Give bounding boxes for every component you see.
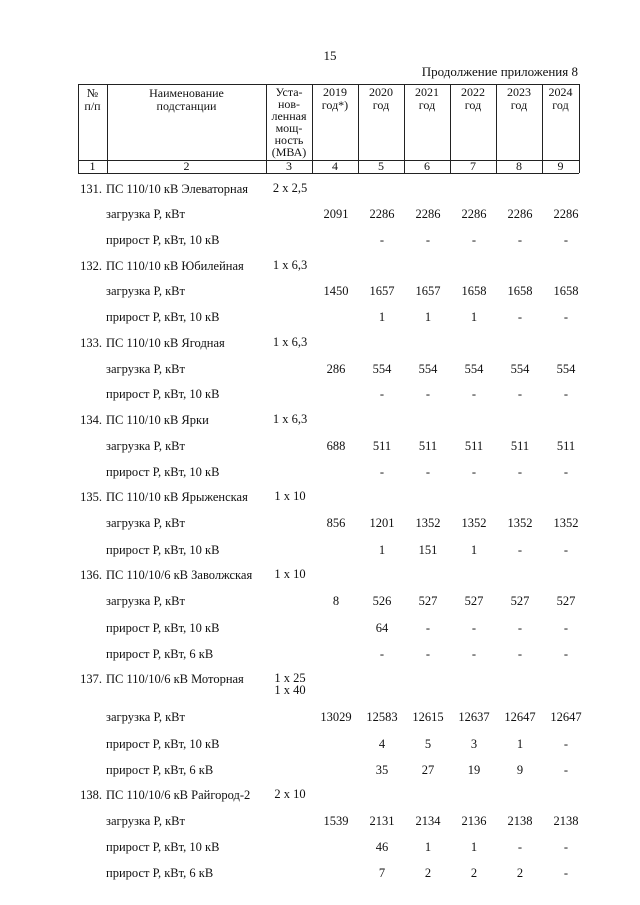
- metric-value: 1: [378, 543, 386, 557]
- metric-value: -: [517, 233, 523, 247]
- metric-value: -: [563, 543, 569, 557]
- metric-value: 511: [464, 439, 484, 453]
- metric-value: 2286: [461, 207, 487, 221]
- metric-value: 527: [418, 594, 438, 608]
- metric-value: -: [517, 465, 523, 479]
- metric-value: 2: [470, 866, 478, 880]
- metric-value: 12637: [458, 710, 490, 724]
- metric-label: загрузка Р, кВт: [106, 814, 185, 828]
- substation-name: ПС 110/10/6 кВ Заволжская: [106, 568, 253, 582]
- metric-value: 2286: [369, 207, 395, 221]
- metric-row: [0, 387, 640, 407]
- substation-row: [0, 259, 640, 279]
- substation-row: [0, 413, 640, 433]
- metric-value: 2286: [415, 207, 441, 221]
- metric-value: -: [517, 621, 523, 635]
- substation-row: [0, 671, 640, 697]
- metric-value: 9: [516, 763, 524, 777]
- installed-power: 2 х 10: [274, 787, 306, 801]
- metric-value: 5: [424, 737, 432, 751]
- metric-label: загрузка Р, кВт: [106, 594, 185, 608]
- metric-value: -: [563, 387, 569, 401]
- metric-label: прирост Р, кВт, 6 кВ: [106, 647, 214, 661]
- metric-label: загрузка Р, кВт: [106, 284, 185, 298]
- metric-value: 151: [418, 543, 438, 557]
- installed-power: 1 х 6,3: [272, 412, 308, 426]
- metric-label: прирост Р, кВт, 10 кВ: [106, 840, 220, 854]
- index-6: 6: [424, 159, 430, 173]
- header-num: № п/п: [84, 86, 101, 113]
- metric-value: -: [517, 647, 523, 661]
- metric-label: загрузка Р, кВт: [106, 207, 185, 221]
- metric-value: 35: [375, 763, 389, 777]
- substation-row: [0, 788, 640, 808]
- header-2023: 2023 год: [507, 85, 531, 112]
- metric-value: 554: [556, 362, 576, 376]
- metric-value: -: [471, 647, 477, 661]
- metric-value: 1: [470, 840, 478, 854]
- metric-value: 1539: [323, 814, 349, 828]
- metric-value: -: [563, 763, 569, 777]
- header-name: Наименование подстанции: [149, 86, 224, 113]
- metric-value: 2136: [461, 814, 487, 828]
- metric-label: прирост Р, кВт, 6 кВ: [106, 763, 214, 777]
- substation-name: ПС 110/10 кВ Ярыженская: [106, 490, 248, 504]
- substation-number: 135.: [80, 490, 102, 504]
- metric-value: 12583: [366, 710, 398, 724]
- metric-label: прирост Р, кВт, 10 кВ: [106, 233, 220, 247]
- metric-value: 554: [510, 362, 530, 376]
- index-9: 9: [557, 159, 564, 173]
- metric-value: 19: [467, 763, 481, 777]
- metric-value: -: [517, 310, 523, 324]
- metric-label: прирост Р, кВт, 10 кВ: [106, 310, 220, 324]
- metric-value: 2091: [323, 207, 349, 221]
- substation-number: 136.: [80, 568, 102, 582]
- metric-value: -: [563, 647, 569, 661]
- metric-value: -: [563, 465, 569, 479]
- metric-row: [0, 362, 640, 382]
- metric-value: -: [425, 387, 431, 401]
- metric-value: 527: [556, 594, 576, 608]
- metric-value: 554: [372, 362, 392, 376]
- installed-power: 1 х 10: [274, 567, 306, 581]
- metric-row: [0, 737, 640, 757]
- metric-row: [0, 543, 640, 563]
- metric-row: [0, 516, 640, 536]
- substation-number: 133.: [80, 336, 102, 350]
- metric-value: 1658: [461, 284, 487, 298]
- metric-value: 1: [516, 737, 524, 751]
- substation-name: ПС 110/10 кВ Юбилейная: [106, 259, 244, 273]
- header-power: Уста- нов- ленная мощ- ность (МВА): [271, 85, 307, 159]
- metric-row: [0, 621, 640, 641]
- metric-value: 1201: [369, 516, 395, 530]
- substation-number: 131.: [80, 182, 102, 196]
- substation-row: [0, 568, 640, 588]
- header-2020: 2020 год: [369, 85, 393, 112]
- table-header: [78, 84, 579, 173]
- metric-value: 688: [326, 439, 346, 453]
- metric-value: -: [425, 465, 431, 479]
- metric-value: 1: [424, 310, 432, 324]
- metric-label: прирост Р, кВт, 10 кВ: [106, 387, 220, 401]
- substation-number: 132.: [80, 259, 102, 273]
- metric-value: 527: [510, 594, 530, 608]
- substation-number: 134.: [80, 413, 102, 427]
- header-2019: 2019 год*): [321, 85, 349, 112]
- metric-value: 64: [375, 621, 389, 635]
- metric-value: 511: [556, 439, 576, 453]
- metric-value: 554: [464, 362, 484, 376]
- metric-value: -: [471, 465, 477, 479]
- substation-name: ПС 110/10 кВ Ярки: [106, 413, 209, 427]
- substation-number: 137.: [80, 672, 102, 686]
- metric-row: [0, 465, 640, 485]
- metric-value: 1657: [369, 284, 395, 298]
- metric-row: [0, 207, 640, 227]
- metric-value: 46: [375, 840, 389, 854]
- metric-value: 511: [510, 439, 530, 453]
- metric-value: 1: [378, 310, 386, 324]
- metric-row: [0, 439, 640, 459]
- header-2024: 2024 год: [548, 85, 573, 112]
- metric-value: 1658: [507, 284, 533, 298]
- index-1: 1: [89, 159, 96, 173]
- header-2022: 2022 год: [461, 85, 485, 112]
- metric-label: прирост Р, кВт, 10 кВ: [106, 621, 220, 635]
- continuation-note: Продолжение приложения 8: [421, 64, 578, 79]
- metric-value: 2286: [553, 207, 579, 221]
- metric-row: [0, 594, 640, 614]
- metric-value: -: [563, 310, 569, 324]
- metric-value: 8: [332, 594, 340, 608]
- installed-power: 1 х 10: [274, 489, 306, 503]
- substation-name: ПС 110/10 кВ Элеваторная: [106, 182, 249, 196]
- metric-value: 1: [470, 310, 478, 324]
- metric-label: загрузка Р, кВт: [106, 516, 185, 530]
- metric-value: -: [471, 233, 477, 247]
- metric-value: -: [425, 621, 431, 635]
- index-7: 7: [470, 159, 476, 173]
- metric-value: -: [425, 233, 431, 247]
- metric-value: 12647: [550, 710, 582, 724]
- metric-value: 1352: [507, 516, 533, 530]
- metric-row: [0, 233, 640, 253]
- metric-value: 554: [418, 362, 438, 376]
- index-3: 3: [286, 159, 292, 173]
- installed-power: 2 х 2,5: [272, 181, 308, 195]
- metric-value: 286: [326, 362, 346, 376]
- metric-value: 2: [424, 866, 432, 880]
- metric-value: -: [425, 647, 431, 661]
- metric-label: прирост Р, кВт, 10 кВ: [106, 465, 220, 479]
- metric-value: 1352: [553, 516, 579, 530]
- metric-value: -: [379, 233, 385, 247]
- installed-power: 1 х 6,3: [272, 258, 308, 272]
- metric-value: -: [517, 543, 523, 557]
- metric-row: [0, 284, 640, 304]
- metric-value: 511: [372, 439, 392, 453]
- metric-value: 2: [516, 866, 524, 880]
- metric-value: -: [563, 866, 569, 880]
- installed-power: 1 х 6,3: [272, 335, 308, 349]
- metric-value: -: [563, 840, 569, 854]
- metric-value: 1657: [415, 284, 441, 298]
- metric-label: загрузка Р, кВт: [106, 710, 185, 724]
- header-2021: 2021 год: [415, 85, 439, 112]
- substation-name: ПС 110/10 кВ Ягодная: [106, 336, 225, 350]
- metric-label: загрузка Р, кВт: [106, 362, 185, 376]
- metric-value: 1: [424, 840, 432, 854]
- metric-row: [0, 814, 640, 834]
- metric-value: 1352: [461, 516, 487, 530]
- metric-value: -: [517, 840, 523, 854]
- metric-value: 4: [378, 737, 386, 751]
- metric-row: [0, 866, 640, 886]
- metric-value: -: [379, 465, 385, 479]
- metric-value: 526: [372, 594, 392, 608]
- metric-value: 2286: [507, 207, 533, 221]
- metric-label: прирост Р, кВт, 6 кВ: [106, 866, 214, 880]
- index-4: 4: [332, 159, 338, 173]
- substation-row: [0, 336, 640, 356]
- metric-value: -: [471, 387, 477, 401]
- page-number: 15: [323, 48, 337, 63]
- metric-value: -: [563, 233, 569, 247]
- installed-power: 1 х 25 1 х 40: [274, 671, 306, 697]
- metric-value: 1658: [553, 284, 579, 298]
- metric-row: [0, 710, 640, 730]
- metric-value: 2134: [415, 814, 441, 828]
- metric-label: прирост Р, кВт, 10 кВ: [106, 737, 220, 751]
- substation-name: ПС 110/10/6 кВ Моторная: [106, 672, 244, 686]
- metric-value: 856: [326, 516, 346, 530]
- substation-name: ПС 110/10/6 кВ Райгород-2: [106, 788, 251, 802]
- metric-value: -: [471, 621, 477, 635]
- index-8: 8: [516, 159, 522, 173]
- metric-label: загрузка Р, кВт: [106, 439, 185, 453]
- metric-value: 1352: [415, 516, 441, 530]
- metric-value: -: [379, 387, 385, 401]
- metric-label: прирост Р, кВт, 10 кВ: [106, 543, 220, 557]
- metric-value: 2131: [369, 814, 395, 828]
- metric-value: 1450: [323, 284, 349, 298]
- metric-value: -: [517, 387, 523, 401]
- substation-number: 138.: [80, 788, 102, 802]
- metric-value: 12647: [504, 710, 536, 724]
- metric-value: 2138: [507, 814, 533, 828]
- substation-row: [0, 490, 640, 510]
- metric-row: [0, 647, 640, 667]
- index-5: 5: [378, 159, 384, 173]
- metric-value: -: [379, 647, 385, 661]
- substation-row: [0, 182, 640, 202]
- metric-value: 13029: [320, 710, 352, 724]
- metric-value: -: [563, 737, 569, 751]
- metric-row: [0, 840, 640, 860]
- metric-value: 27: [421, 763, 435, 777]
- metric-value: -: [563, 621, 569, 635]
- metric-value: 527: [464, 594, 484, 608]
- metric-value: 511: [418, 439, 438, 453]
- metric-value: 12615: [412, 710, 444, 724]
- metric-row: [0, 310, 640, 330]
- index-2: 2: [183, 159, 190, 173]
- metric-value: 2138: [553, 814, 579, 828]
- metric-value: 1: [470, 543, 478, 557]
- metric-row: [0, 763, 640, 783]
- metric-value: 3: [470, 737, 478, 751]
- metric-value: 7: [378, 866, 386, 880]
